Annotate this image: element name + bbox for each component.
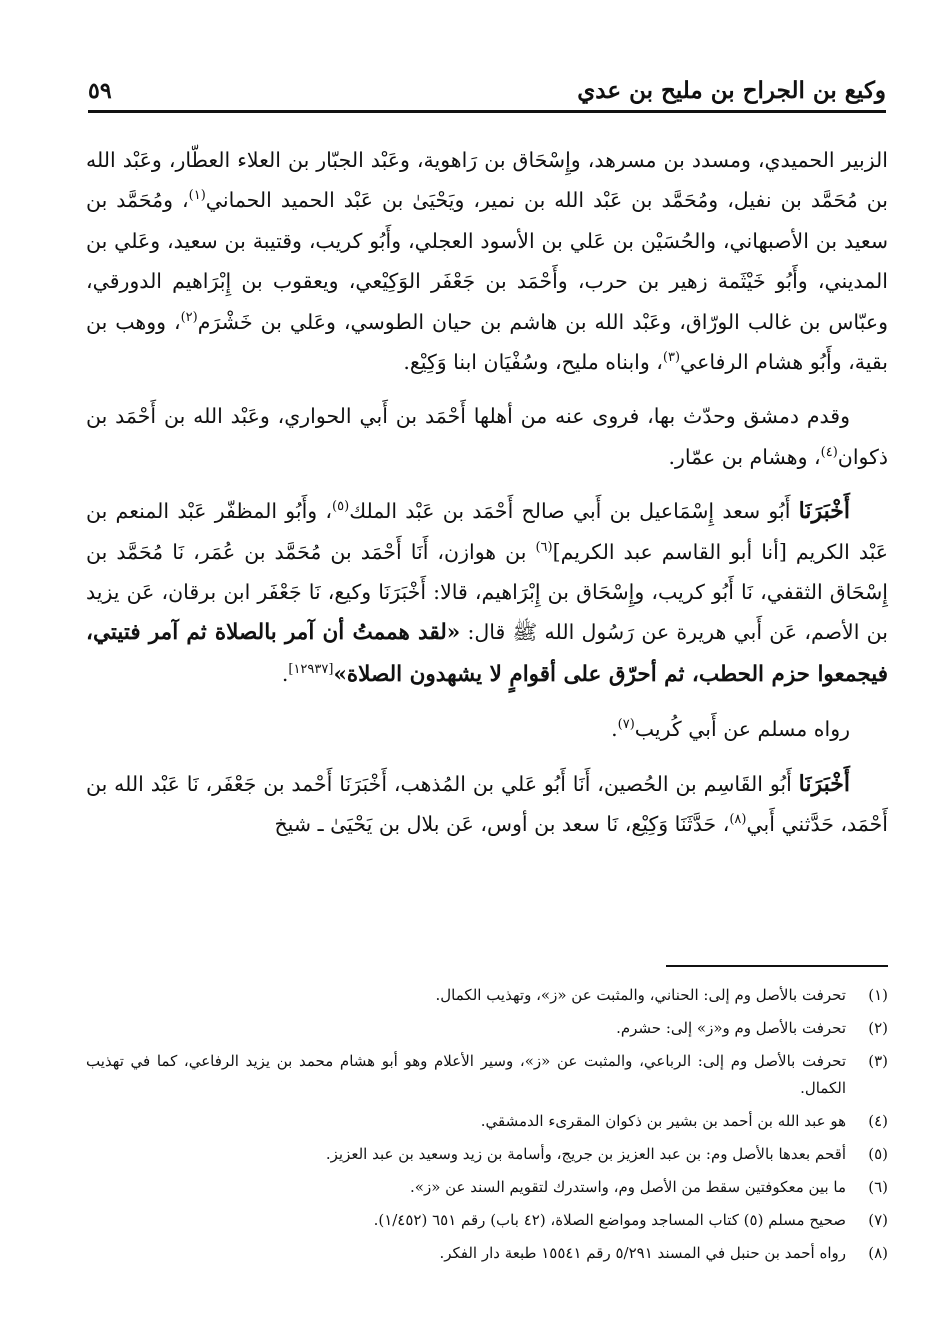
text-run: ، وابناه مليح، وسُفْيَان ابنا وَكِيْع. <box>403 350 663 375</box>
footnote-marker: (٣) <box>662 350 681 366</box>
footnote-text: تحرفت بالأصل وم إلى: الرباعي، والمثبت عن «ز»، وسير الأعلام وهو أبو هشام محمد بن يزيد الرفاعي، كما في تهذيب الكمال. <box>86 1052 846 1097</box>
text-run: رواه مسلم عن أَبي كُريب <box>634 717 850 742</box>
text-run: ، وأَبُو المظفّر عَبْد المنعم بن عَبْد الكريم [أنا أبو القاسم عبد الكريم] <box>86 499 888 564</box>
text-run: ، حَدَّثَنَا وَكِيْع، نَا سعد بن أوس، عَن بلال بن يَحْيَىٰ ـ شيخ <box>274 812 730 837</box>
footnote-item <box>86 1141 888 1168</box>
footnote-text: رواه أحمد بن حنبل في المسند ٥/٢٩١ رقم ١٥٥٤١ طبعة دار الفكر. <box>439 1244 846 1262</box>
footnote-marker: (٧) <box>617 717 635 733</box>
footnote-rule <box>666 965 888 967</box>
footnote-text: أقحم بعدها بالأصل وم: بن عبد العزيز بن جريج، وأسامة بن زيد وسعيد بن عبد العزيز. <box>325 1145 846 1163</box>
isnad-lead-word: أَخْبَرَنَا <box>798 770 850 797</box>
hadith-text: «لقد هممتُ أن آمر بالصلاة ثم آمر فتيتي، فيجمعوا حزم الحطب، ثم أحرّق على أقوامٍ لا يشهدون الصلاة» <box>86 620 888 687</box>
text-run: . <box>611 717 618 742</box>
footnote-marker: (١) <box>188 188 206 204</box>
main-text <box>86 140 888 845</box>
footnote-item <box>86 1174 888 1201</box>
footnote-number: (٦) <box>868 1178 888 1196</box>
text-run: أَبُو سعد إِسْمَاعيل بن أَبي صالح أَحْمَد بن عَبْد الملك <box>349 499 799 524</box>
footnote-number: (١) <box>868 986 888 1004</box>
footnote-number: (٤) <box>868 1112 888 1130</box>
footnote-number: (٢) <box>868 1019 888 1037</box>
footnote-number: (٨) <box>868 1244 888 1262</box>
paragraph-isnad-2 <box>86 764 888 845</box>
footnote-item <box>86 1207 888 1234</box>
footnote-text: تحرفت بالأصل وم إلى: الحناني، والمثبت عن «ز»، وتهذيب الكمال. <box>435 986 846 1004</box>
text-run: . <box>281 661 289 686</box>
footnote-item <box>86 1240 888 1267</box>
footnotes <box>86 982 888 1273</box>
text-run: وقدم دمشق وحدّث بها، فروى عنه من أهلها أَحْمَد بن أَبي الحواري، وعَبْد الله بن أَحْمَد بن ذكوان <box>86 404 888 469</box>
page-number: ٥٩ <box>88 78 112 104</box>
footnote-item <box>86 1048 888 1102</box>
footnote-marker: (٥) <box>332 499 350 515</box>
footnote-marker: (٨) <box>729 812 747 828</box>
footnote-number: (٣) <box>868 1052 888 1070</box>
text-run: بن هوازن، أَنَا أَحْمَد بن مُحَمَّد بن عُمَر، نَا مُحَمَّد بن إِسْحَاق الثقفي، نَا أَبُو كريب، وإِسْحَاق بن إِبْرَاهيم، قالا: أَخْبَرَنَا وكيع، نَا جَعْفَر ابن برقان، عَن يزيد بن الأصم، عَن أَبي هريرة عن رَسُول الله ﷺ قال: <box>86 539 888 645</box>
footnote-marker: [١٢٩٣٧] <box>288 662 334 678</box>
running-header <box>88 64 886 104</box>
running-title: وكيع بن الجراح بن مليح بن عدي <box>577 77 886 104</box>
footnote-marker: (٢) <box>180 309 198 325</box>
footnote-text: هو عبد الله بن أحمد بن بشير بن ذكوان المقرىء الدمشقي. <box>480 1112 846 1130</box>
paragraph-damascus <box>86 396 888 477</box>
isnad-lead-word: أَخْبَرَنَا <box>798 498 850 525</box>
footnote-text: ما بين معكوفتين سقط من الأصل وم، واستدرك لتقويم السند عن «ز». <box>410 1178 846 1196</box>
text-run: ، وهشام بن عمّار. <box>668 444 821 469</box>
paragraph-isnad-1 <box>86 491 888 695</box>
text-run: أَبُو القَاسِم بن الحُصين، أَنَا أَبُو عَلي بن المُذهب، أَخْبَرَنَا أَحْمد بن جَعْفَر، نَا عَبْد الله بن أَحْمَد، حَدَّثني أَبي <box>86 771 888 837</box>
footnote-item <box>86 982 888 1009</box>
footnote-item <box>86 1108 888 1135</box>
header-rule <box>88 110 886 113</box>
text-run: ، ووهب بن بقية، وأَبُو هشام الرفاعي <box>86 309 888 375</box>
text-run: ، ومُحَمَّد بن سعيد بن الأصبهاني، والحُسَيْن بن عَلي بن الأسود العجلي، وأَبُو كريب، وقتيبة بن سعيد، وعَلي بن المديني، وأَبُو خَيْثَمة زهير بن حرب، وأَحْمَد بن جَعْفَر الوَكِيْعي، ويعقوب بن إِبْرَاهيم الدورقي، وعبّاس بن غالب الورّاق، وعَبْد الله بن هاشم بن حيان الطوسي، وعَلي بن خَشْرَم <box>86 188 888 334</box>
text-run: الزبير الحميدي، ومسدد بن مسرهد، وإِسْحَاق بن رَاهوية، وعَبْد الجبّار بن العلاء العطّار، وعَبْد الله بن مُحَمَّد بن نفيل، ومُحَمَّد بن عَبْد الله بن نمير، ويَحْيَىٰ بن عَبْد الحميد الحماني <box>86 148 889 213</box>
footnote-item <box>86 1015 888 1042</box>
footnote-text: صحيح مسلم (٥) كتاب المساجد ومواضع الصلاة، (٤٢ باب) رقم ٦٥١ (١/٤٥٢). <box>373 1211 846 1229</box>
footnote-text: تحرفت بالأصل وم و«ز» إلى: حشرم. <box>616 1019 846 1037</box>
paragraph-muslim <box>86 709 888 749</box>
footnote-marker: (٦) <box>535 539 553 555</box>
footnote-number: (٥) <box>868 1145 888 1163</box>
footnote-number: (٧) <box>868 1211 888 1229</box>
footnote-marker: (٤) <box>820 445 838 461</box>
paragraph-students <box>86 140 888 382</box>
